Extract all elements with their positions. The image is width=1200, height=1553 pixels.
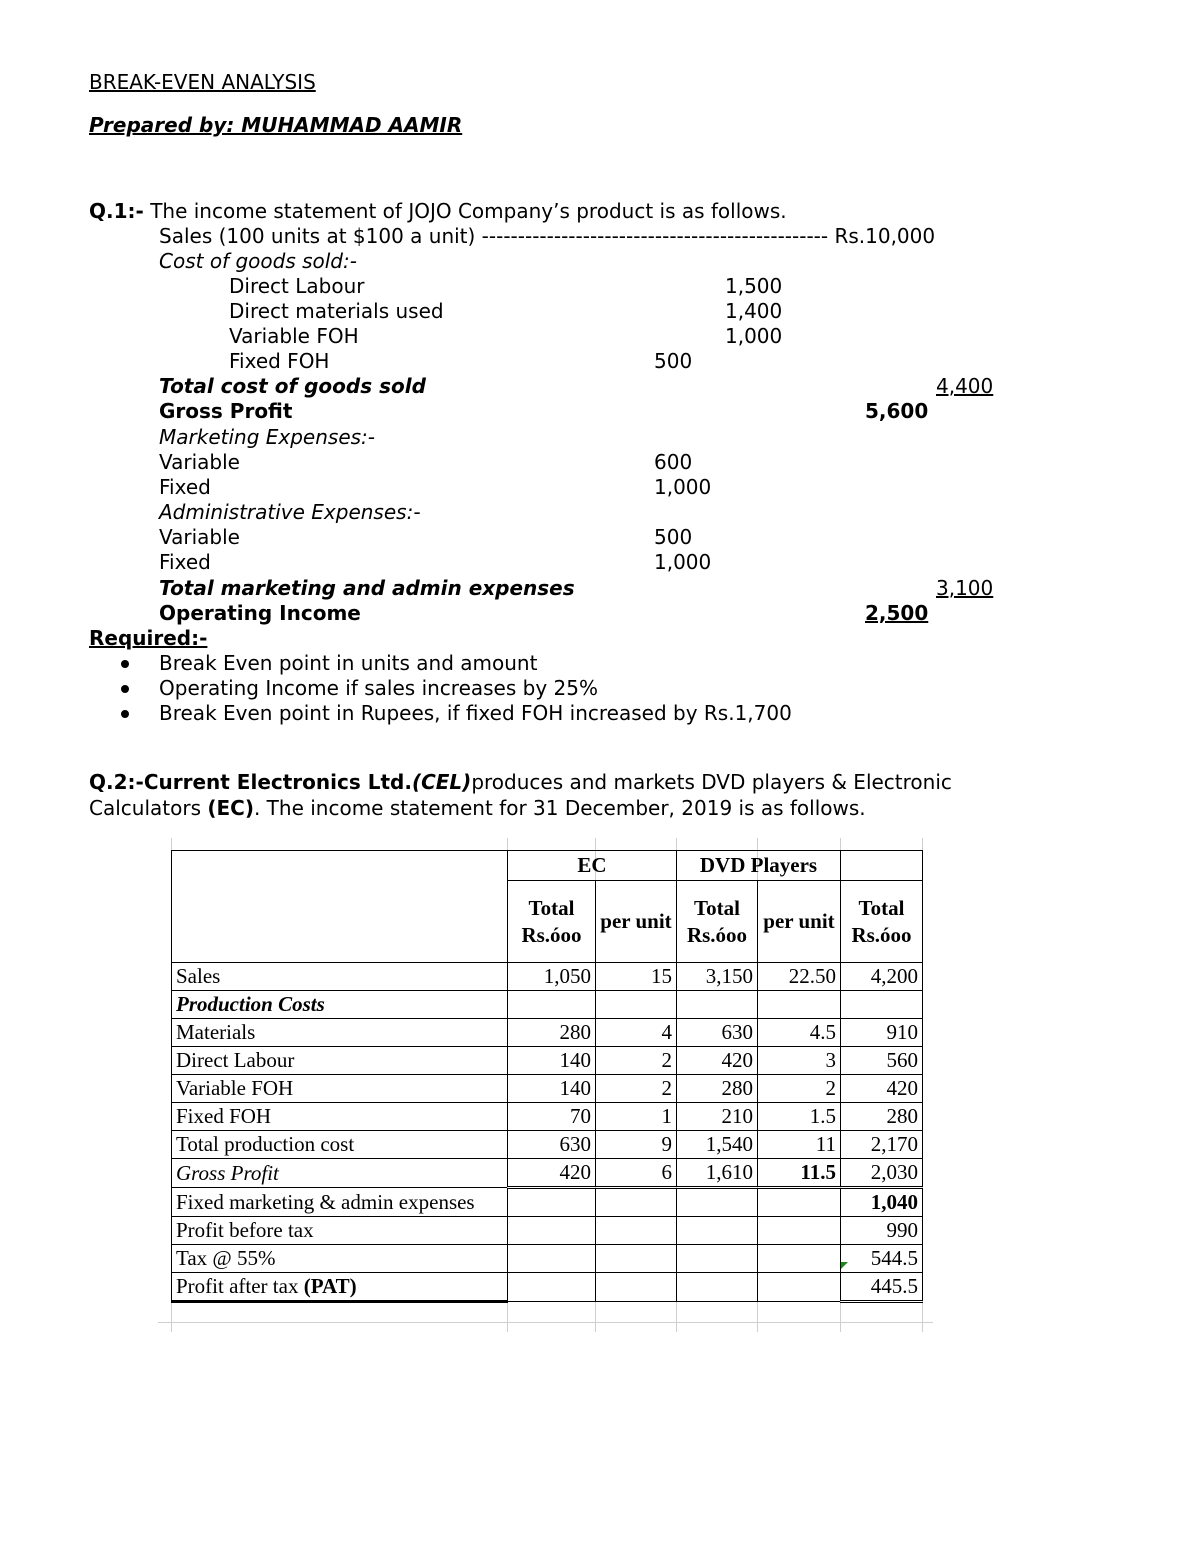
- header-rs: Rs.óoo: [521, 922, 582, 947]
- row-label: Gross Profit: [172, 1159, 508, 1188]
- q1-cogs-heading: Cost of goods sold:-: [159, 249, 357, 273]
- prepared-by: Prepared by: MUHAMMAD AAMIR: [89, 113, 463, 137]
- cell: 420: [677, 1047, 758, 1075]
- q1-total-cogs-label: Total cost of goods sold: [159, 374, 426, 398]
- cell: 140: [508, 1047, 596, 1075]
- q1-admin-variable-label: Variable: [159, 525, 240, 549]
- cell-comment-marker-icon: [841, 1262, 848, 1269]
- q1-required-label: Required:-: [89, 626, 208, 650]
- cell: 910: [841, 1019, 923, 1047]
- q1-intro-line: [89, 199, 787, 224]
- cell: [596, 1273, 677, 1302]
- cell: 4.5: [758, 1019, 841, 1047]
- header-dvd-players: DVD Players: [677, 851, 841, 881]
- cell: 1: [596, 1103, 677, 1131]
- gridline: [158, 1322, 933, 1323]
- cell: [677, 1217, 758, 1245]
- q1-total-cogs-value: 4,400: [936, 374, 994, 398]
- cell: [758, 1273, 841, 1302]
- cell: 2,170: [841, 1131, 923, 1159]
- q2-text-1: produces and markets DVD players & Electronic: [471, 770, 952, 794]
- table-row: [172, 1103, 923, 1131]
- bullet-icon: [121, 685, 129, 693]
- table-row: [172, 1245, 923, 1273]
- cell: [508, 1245, 596, 1273]
- row-label: Variable FOH: [172, 1075, 508, 1103]
- cell: 6: [596, 1159, 677, 1188]
- cell: [677, 1188, 758, 1217]
- cell: 11: [758, 1131, 841, 1159]
- q1-operating-income-value: 2,500: [865, 601, 929, 625]
- q1-admin-heading: Administrative Expenses:-: [159, 500, 421, 524]
- row-label: Total production cost: [172, 1131, 508, 1159]
- q1-marketing-heading: Marketing Expenses:-: [159, 425, 375, 449]
- cell: 280: [508, 1019, 596, 1047]
- q1-gross-profit-value: 5,600: [865, 399, 929, 423]
- q2-intro-line-1: [89, 770, 952, 795]
- table-row: [172, 1075, 923, 1103]
- cell: 420: [508, 1159, 596, 1188]
- row-label: Tax @ 55%: [172, 1245, 508, 1273]
- q1-marketing-variable-label: Variable: [159, 450, 240, 474]
- row-label: [172, 1273, 508, 1302]
- table-row: [172, 1159, 923, 1188]
- cell: 210: [677, 1103, 758, 1131]
- cell: 544.5: [841, 1245, 923, 1273]
- q1-total-mkt-admin-value: 3,100: [936, 576, 994, 600]
- q1-total-mkt-admin-label: Total marketing and admin expenses: [159, 576, 575, 600]
- q1-intro: The income statement of JOJO Company’s product is as follows.: [150, 199, 787, 223]
- q1-label: Q.1:-: [89, 199, 144, 223]
- row-label: Direct Labour: [172, 1047, 508, 1075]
- q1-direct-labour-value: 1,500: [725, 274, 783, 298]
- header-rs: Rs.óoo: [686, 922, 748, 947]
- cell: 630: [508, 1131, 596, 1159]
- q1-marketing-fixed-value: 1,000: [654, 475, 712, 499]
- cell: 11.5: [758, 1159, 841, 1188]
- q1-marketing-variable-value: 600: [654, 450, 693, 474]
- header-rs: Rs.óoo: [851, 922, 912, 947]
- q1-required-item-3: Break Even point in Rupees, if fixed FOH increased by Rs.1,700: [159, 701, 792, 725]
- cell: [508, 1188, 596, 1217]
- q2-income-table: [171, 850, 923, 1303]
- table-row: [172, 1273, 923, 1302]
- row-label-b: (PAT): [303, 1274, 357, 1298]
- cell: [758, 991, 841, 1019]
- row-label: Sales: [172, 963, 508, 991]
- cell: [677, 991, 758, 1019]
- cell: [508, 1217, 596, 1245]
- q1-fixed-foh-label: Fixed FOH: [229, 349, 330, 373]
- header-grand-total: [841, 881, 923, 963]
- header-ec-per-unit: per unit: [596, 881, 677, 963]
- q2-text-2a: Calculators: [89, 796, 208, 820]
- cell: [677, 1273, 758, 1302]
- q2-ec: (EC): [207, 796, 254, 820]
- cell: 3: [758, 1047, 841, 1075]
- q1-direct-labour-label: Direct Labour: [229, 274, 365, 298]
- cell: 22.50: [758, 963, 841, 991]
- header-dvd-total: [677, 881, 758, 963]
- row-label: Production Costs: [172, 991, 508, 1019]
- row-label: Profit before tax: [172, 1217, 508, 1245]
- q1-direct-materials-value: 1,400: [725, 299, 783, 323]
- q1-variable-foh-value: 1,000: [725, 324, 783, 348]
- cell: 4: [596, 1019, 677, 1047]
- q2-text-2b: . The income statement for 31 December, 2019 is as follows.: [253, 796, 866, 820]
- cell: 3,150: [677, 963, 758, 991]
- q1-marketing-fixed-label: Fixed: [159, 475, 211, 499]
- cell: [758, 1245, 841, 1273]
- cell: 2: [596, 1075, 677, 1103]
- q1-direct-materials-label: Direct materials used: [229, 299, 444, 323]
- table-row: [172, 963, 923, 991]
- cell: [841, 991, 923, 1019]
- cell: 4,200: [841, 963, 923, 991]
- cell: 1,050: [508, 963, 596, 991]
- cell: 15: [596, 963, 677, 991]
- q1-admin-fixed-label: Fixed: [159, 550, 211, 574]
- q2-intro-line-2: [89, 796, 866, 821]
- cell: 9: [596, 1131, 677, 1159]
- cell: [758, 1188, 841, 1217]
- q1-operating-income-label: Operating Income: [159, 601, 361, 625]
- cell: 630: [677, 1019, 758, 1047]
- cell: [758, 1217, 841, 1245]
- header-total: Total: [694, 895, 740, 920]
- table-row: [172, 1217, 923, 1245]
- table-row: [172, 1019, 923, 1047]
- cell: [508, 991, 596, 1019]
- cell: [508, 1273, 596, 1302]
- cell: [596, 991, 677, 1019]
- cell: 140: [508, 1075, 596, 1103]
- table-row: [172, 1188, 923, 1217]
- table-row: [172, 1047, 923, 1075]
- cell: 2: [596, 1047, 677, 1075]
- q2-label: Q.2:-: [89, 770, 144, 794]
- cell: 1,610: [677, 1159, 758, 1188]
- q1-gross-profit-label: Gross Profit: [159, 399, 293, 423]
- q1-sales-line: Sales (100 units at $100 a unit) ------------------------------------------------ Rs.10,000: [159, 224, 936, 248]
- cell: 1,540: [677, 1131, 758, 1159]
- table-row: [172, 1131, 923, 1159]
- header-ec: EC: [508, 851, 677, 881]
- q2-company: Current Electronics Ltd.: [143, 770, 412, 794]
- cell: 1.5: [758, 1103, 841, 1131]
- q1-variable-foh-label: Variable FOH: [229, 324, 359, 348]
- cell: 2,030: [841, 1159, 923, 1188]
- cell: 420: [841, 1075, 923, 1103]
- cell: 2: [758, 1075, 841, 1103]
- q1-required-item-2: Operating Income if sales increases by 25%: [159, 676, 598, 700]
- header-total: Total: [858, 895, 905, 920]
- bullet-icon: [121, 660, 129, 668]
- cell: 280: [677, 1075, 758, 1103]
- cell: [596, 1245, 677, 1273]
- document-title: BREAK-EVEN ANALYSIS: [89, 70, 316, 94]
- cell: [677, 1245, 758, 1273]
- table-corner-cell: [172, 851, 508, 963]
- cell: 1,040: [841, 1188, 923, 1217]
- header-dvd-per-unit: per unit: [758, 881, 841, 963]
- row-label: Fixed FOH: [172, 1103, 508, 1131]
- q1-fixed-foh-value: 500: [654, 349, 693, 373]
- cell: [596, 1217, 677, 1245]
- bullet-icon: [121, 710, 129, 718]
- cell: 280: [841, 1103, 923, 1131]
- row-label: Fixed marketing & admin expenses: [172, 1188, 508, 1217]
- header-total: Total: [528, 895, 575, 920]
- cell: 70: [508, 1103, 596, 1131]
- q2-abbr: (CEL): [411, 770, 472, 794]
- row-label-a: Profit after tax: [176, 1274, 304, 1298]
- table-row: [172, 991, 923, 1019]
- header-ec-total: [508, 881, 596, 963]
- q1-required-item-1: Break Even point in units and amount: [159, 651, 538, 675]
- cell: 560: [841, 1047, 923, 1075]
- row-label: Materials: [172, 1019, 508, 1047]
- q1-admin-variable-value: 500: [654, 525, 693, 549]
- cell: [596, 1188, 677, 1217]
- q1-admin-fixed-value: 1,000: [654, 550, 712, 574]
- cell: 445.5: [841, 1273, 923, 1302]
- header-blank: [841, 851, 923, 881]
- cell: 990: [841, 1217, 923, 1245]
